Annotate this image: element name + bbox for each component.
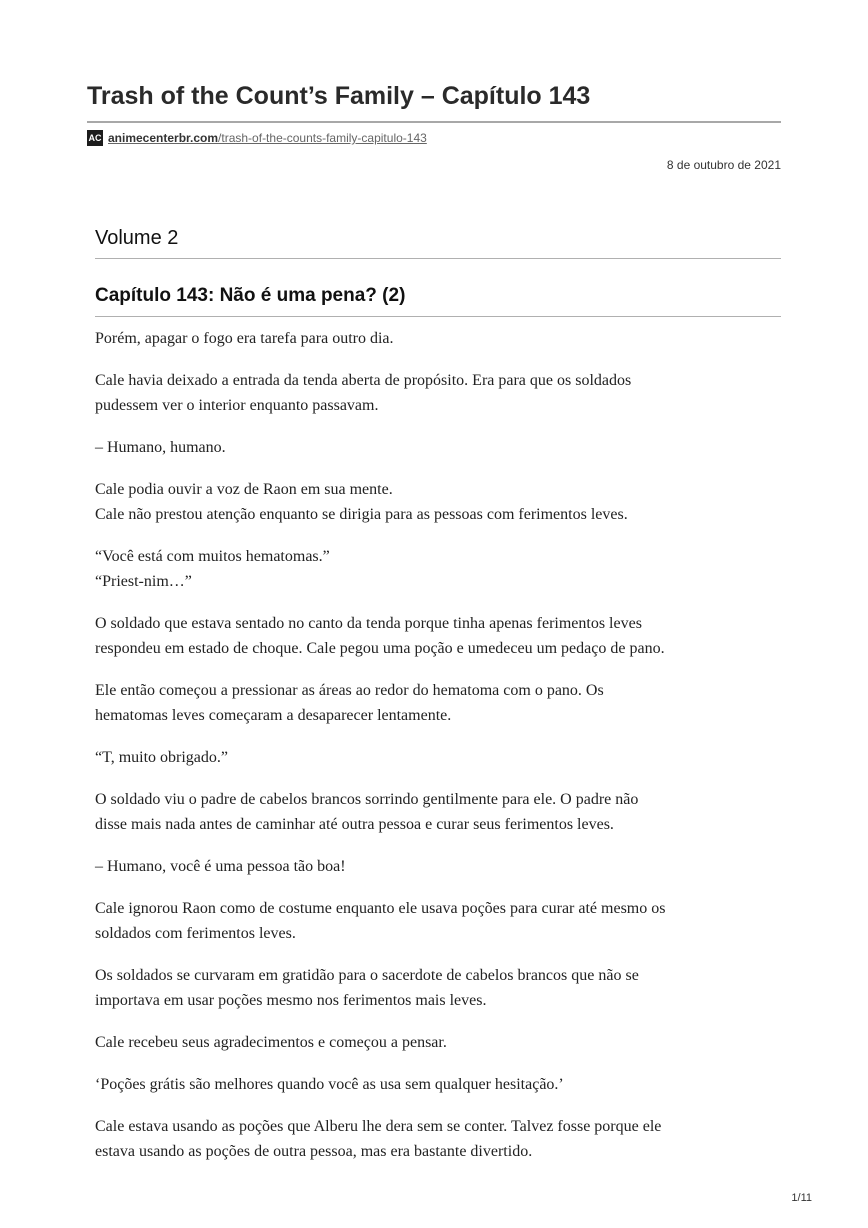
paragraph [95,1114,785,1164]
site-logo-icon: AC [87,130,103,146]
paragraph-line: disse mais nada antes de caminhar até outra pessoa e curar seus ferimentos leves. [95,816,614,833]
paragraph [95,611,785,661]
publish-date: 8 de outubro de 2021 [666,158,781,172]
title-divider [87,121,781,123]
paragraph [95,963,785,1013]
paragraph-line: estava usando as poções de outra pessoa, mas era bastante divertido. [95,1143,533,1160]
paragraph-line: ‘Poções grátis são melhores quando você as usa sem qualquer hesitação.’ [95,1076,564,1093]
paragraph-line: – Humano, você é uma pessoa tão boa! [95,858,346,875]
chapter-body [95,326,785,1181]
page-title: Trash of the Count’s Family – Capítulo 143 [87,82,591,110]
source-domain: animecenterbr.com [108,131,219,145]
paragraph-line: Cale recebeu seus agradecimentos e começou a pensar. [95,1034,447,1051]
paragraph-line: O soldado que estava sentado no canto da tenda porque tinha apenas ferimentos leves [95,615,642,632]
paragraph [95,544,785,594]
volume-heading: Volume 2 [95,227,179,249]
paragraph-line: respondeu em estado de choque. Cale pegou uma poção e umedeceu um pedaço de pano. [95,640,665,657]
paragraph [95,326,785,351]
paragraph [95,745,785,770]
paragraph-line: Cale ignorou Raon como de costume enquanto ele usava poções para curar até mesmo os [95,900,666,917]
paragraph [95,896,785,946]
chapter-heading: Capítulo 143: Não é uma pena? (2) [95,285,406,306]
paragraph-line: Cale podia ouvir a voz de Raon em sua mente. [95,481,393,498]
paragraph-line: Cale estava usando as poções que Alberu lhe dera sem se conter. Talvez fosse porque ele [95,1118,662,1135]
paragraph-line: hematomas leves começaram a desaparecer lentamente. [95,707,452,724]
paragraph [95,787,785,837]
source-line [87,129,427,147]
paragraph [95,1072,785,1097]
paragraph-line: O soldado viu o padre de cabelos brancos sorrindo gentilmente para ele. O padre não [95,791,639,808]
paragraph-line: “T, muito obrigado.” [95,749,228,766]
paragraph-line: pudessem ver o interior enquanto passavam. [95,397,379,414]
paragraph [95,678,785,728]
paragraph [95,435,785,460]
paragraph [95,1030,785,1055]
page-number: 1/11 [791,1192,812,1204]
paragraph-line: Ele então começou a pressionar as áreas ao redor do hematoma com o pano. Os [95,682,604,699]
paragraph-line: “Priest-nim…” [95,573,192,590]
volume-divider [95,258,781,259]
source-path: /trash-of-the-counts-family-capitulo-143 [218,131,427,145]
paragraph-line: – Humano, humano. [95,439,226,456]
paragraph-line: Cale não prestou atenção enquanto se dirigia para as pessoas com ferimentos leves. [95,506,628,523]
paragraph [95,477,785,527]
paragraph-line: Os soldados se curvaram em gratidão para o sacerdote de cabelos brancos que não se [95,967,639,984]
paragraph-line: soldados com ferimentos leves. [95,925,296,942]
source-link[interactable] [108,131,427,145]
paragraph-line: Cale havia deixado a entrada da tenda aberta de propósito. Era para que os soldados [95,372,632,389]
paragraph-line: importava em usar poções mesmo nos ferimentos mais leves. [95,992,487,1009]
paragraph-line: Porém, apagar o fogo era tarefa para outro dia. [95,330,394,347]
chapter-divider [95,316,781,317]
paragraph [95,854,785,879]
paragraph-line: “Você está com muitos hematomas.” [95,548,330,565]
paragraph [95,368,785,418]
